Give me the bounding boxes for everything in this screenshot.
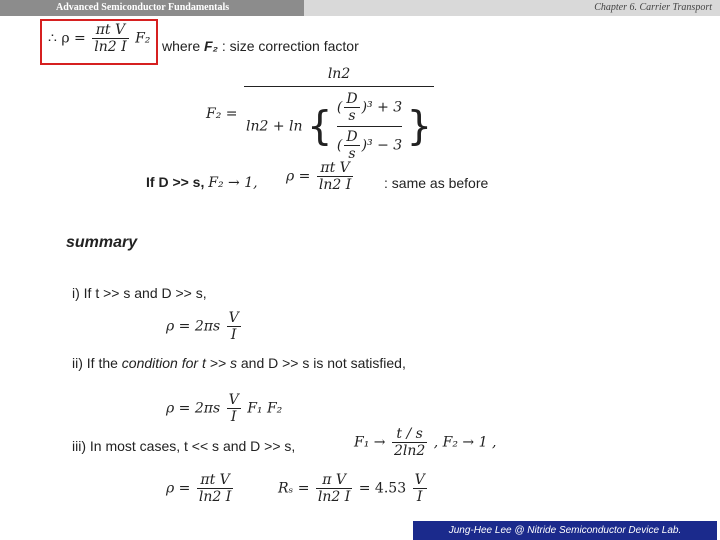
d-top: D bbox=[346, 91, 358, 107]
eq3-num: πt V bbox=[200, 472, 230, 488]
where-label bbox=[162, 38, 359, 54]
f2-arg-bottom: ( $\frac{D}{s}$ )³ − 3 bbox=[336, 129, 403, 162]
f1-den: 2ln2 bbox=[393, 443, 426, 459]
eq1-lhs: ρ = 2πs bbox=[166, 318, 221, 335]
eq4-lhs: Rₛ = bbox=[278, 480, 310, 497]
f2-arg-top: ( $\frac{D}{s}$ )³ + 3 bbox=[337, 91, 402, 127]
d-bottom: D bbox=[346, 129, 358, 145]
item2-prefix: ii) If the bbox=[72, 355, 122, 371]
eq4-fraction-2 bbox=[413, 472, 427, 505]
eq3-fraction bbox=[197, 472, 233, 505]
sheet-resistance-equation bbox=[278, 472, 429, 505]
eq2-den: I bbox=[227, 408, 241, 425]
if-rho-equation bbox=[286, 160, 355, 193]
where-symbol: F₂ bbox=[204, 38, 218, 54]
s-bottom: s bbox=[344, 145, 359, 162]
if-rho-fraction bbox=[317, 160, 353, 193]
eq2-lhs: ρ = 2πs bbox=[166, 400, 221, 417]
eq4-coefficient: = 4.53 bbox=[358, 480, 407, 497]
footer-lab-credit: Jung-Hee Lee @ Nitride Semiconductor Device Lab. bbox=[413, 521, 717, 540]
eq-numerator: πt V bbox=[95, 22, 126, 38]
f2-log-argument bbox=[337, 91, 402, 162]
f2-fraction bbox=[244, 66, 434, 162]
f2-lhs: F₂ = bbox=[206, 106, 238, 122]
eq4-fraction bbox=[316, 472, 352, 505]
header-chapter-title: Chapter 6. Carrier Transport bbox=[304, 0, 720, 16]
eq2-factors: F₁ F₂ bbox=[247, 400, 283, 417]
f2-equation bbox=[206, 66, 436, 162]
f1-lhs: F₁ → bbox=[354, 434, 386, 451]
f2-limit-2: , F₂ → 1 , bbox=[433, 434, 497, 451]
header-course-title: Advanced Semiconductor Fundamentals bbox=[0, 0, 304, 16]
eq3-den: ln2 I bbox=[198, 489, 232, 505]
right-brace: } bbox=[406, 103, 433, 150]
summary-eq-2 bbox=[166, 392, 282, 425]
eq1-num: V bbox=[228, 310, 239, 326]
eq-denominator: ln2 I bbox=[94, 39, 127, 55]
if-rho-num: πt V bbox=[320, 160, 350, 176]
f2-den-prefix: ln2 + ln bbox=[245, 118, 303, 135]
f2-limit: F₂ → 1, bbox=[208, 175, 258, 191]
item2-suffix: and D >> s is not satisfied, bbox=[236, 355, 406, 371]
eq-fraction bbox=[92, 22, 128, 55]
eq4-num: π V bbox=[322, 472, 346, 488]
summary-item-3: iii) In most cases, t << s and D >> s, bbox=[72, 438, 296, 454]
eq1-fraction bbox=[227, 310, 241, 343]
summary-item-2 bbox=[72, 355, 406, 371]
same-as-before-note: : same as before bbox=[384, 175, 489, 191]
bottom-rest: ³ − 3 bbox=[367, 137, 403, 154]
resistivity-equation bbox=[48, 22, 150, 55]
s-top: s bbox=[344, 107, 359, 124]
f1-limit-equation bbox=[354, 426, 496, 459]
summary-eq-1 bbox=[166, 310, 243, 343]
eq-factor: F₂ bbox=[135, 30, 151, 47]
summary-title: summary bbox=[66, 234, 138, 251]
if-d-gg-s: If D >> s, bbox=[146, 174, 205, 190]
eq1-den: I bbox=[227, 326, 241, 343]
d-over-s-top bbox=[344, 91, 359, 124]
summary-eq-3 bbox=[166, 472, 235, 505]
f1-fraction bbox=[392, 426, 427, 459]
eq4-den-2: I bbox=[413, 488, 427, 505]
if-condition bbox=[146, 174, 258, 191]
eq4-den: ln2 I bbox=[317, 489, 351, 505]
f1-num: t / s bbox=[396, 426, 423, 442]
where-description: : size correction factor bbox=[221, 38, 359, 54]
d-over-s-bottom bbox=[344, 129, 359, 162]
eq3-lhs: ρ = bbox=[166, 480, 191, 497]
where-word: where bbox=[162, 38, 201, 54]
eq2-fraction bbox=[227, 392, 241, 425]
eq-lhs: ∴ ρ = bbox=[48, 30, 86, 47]
summary-item-1: i) If t >> s and D >> s, bbox=[72, 285, 207, 301]
f2-denominator bbox=[244, 86, 434, 162]
if-rho-den: ln2 I bbox=[318, 177, 352, 193]
eq4-num-2: V bbox=[414, 472, 425, 488]
top-rest: ³ + 3 bbox=[367, 99, 403, 116]
if-rho-lhs: ρ = bbox=[286, 168, 311, 185]
eq2-num: V bbox=[228, 392, 239, 408]
item2-condition: condition for t >> s bbox=[121, 355, 237, 371]
f2-numerator: ln2 bbox=[327, 66, 351, 82]
left-brace: { bbox=[306, 103, 333, 150]
